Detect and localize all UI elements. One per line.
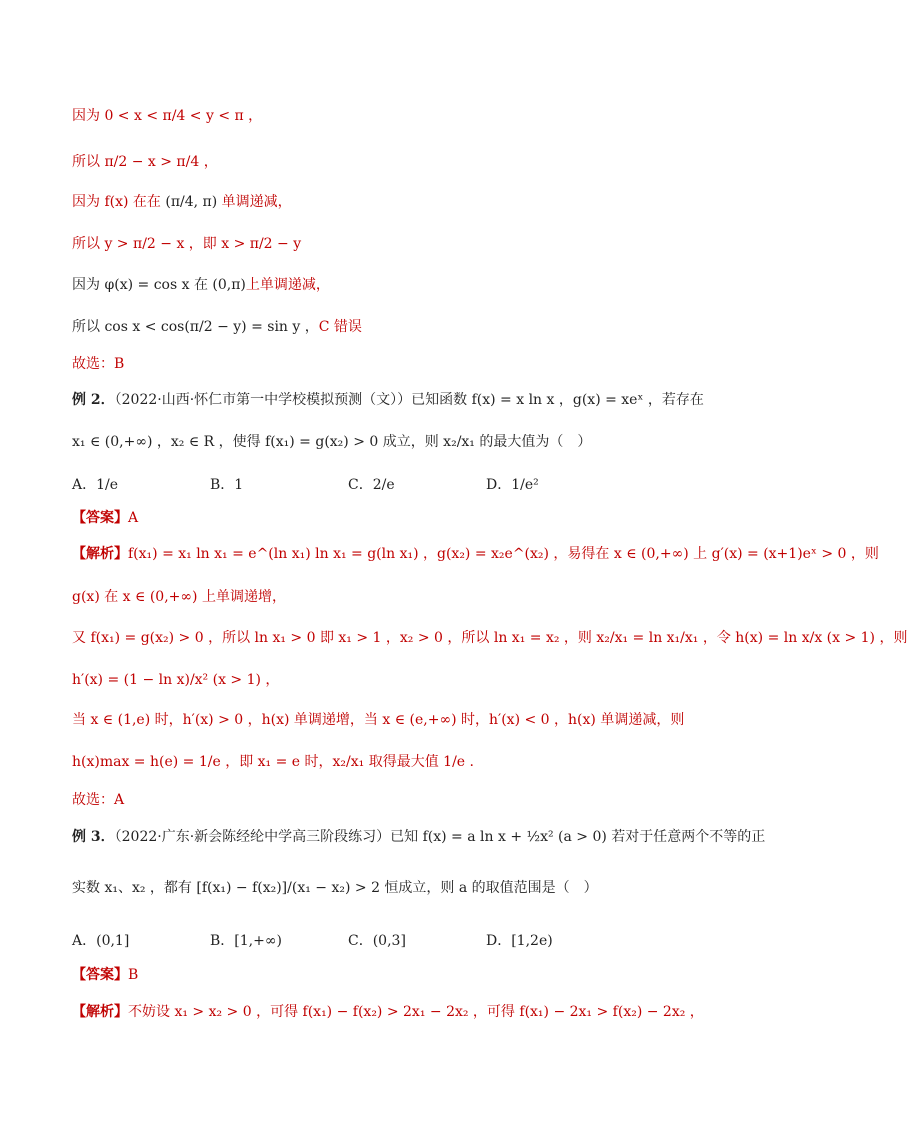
- analysis-line: h(x)max = h(e) = 1/e ，即 x₁ = e 时，x₂/x₁ 取得最大值 1/e .: [72, 754, 474, 770]
- analysis-line: h′(x) = (1 − ln x)/x² (x > 1) ，: [72, 672, 280, 688]
- text-line: 因为 0 < x < π/4 < y < π ，: [72, 108, 263, 124]
- example-label: 例 2．: [72, 392, 115, 408]
- example-label: 例 3．: [72, 829, 115, 845]
- option-a: A．1/e: [72, 477, 119, 493]
- text-line: 所以 π/2 − x > π/4 ，: [72, 154, 218, 170]
- example-2-question: 例 2．（2022·山西·怀仁市第一中学校模拟预测（文））已知函数 f(x) = x ln x ，g(x) = xeˣ ，若存在: [72, 392, 704, 408]
- option-b: B．[1,+∞): [210, 933, 282, 949]
- example-3-question: 例 3．（2022·广东·新会陈经纶中学高三阶段练习）已知 f(x) = a ln x + ½x² (a > 0) 若对于任意两个不等的正: [72, 829, 766, 845]
- option-b: B．1: [210, 477, 244, 493]
- analysis-line: 当 x ∈ (1,e) 时，h′(x) > 0 ，h(x) 单调递增，当 x ∈ (e,+∞) 时，h′(x) < 0 ，h(x) 单调递减，则: [72, 712, 685, 728]
- answer: 【答案】B: [72, 967, 139, 983]
- text-line: 故选：B: [72, 356, 125, 372]
- analysis-line: g(x) 在 x ∈ (0,+∞) 上单调递增，: [72, 589, 286, 605]
- text-line: 因为 f(x) 在在 (π/4, π) 单调递减，: [72, 194, 292, 210]
- option-c: C．(0,3]: [348, 933, 406, 949]
- analysis-line: 【解析】f(x₁) = x₁ ln x₁ = e^(ln x₁) ln x₁ = g(ln x₁) ，g(x₂) = x₂e^(x₂) ，易得在 x ∈ (0,+∞) 上 g′(x) = (x+1)eˣ > 0 ，则: [72, 546, 879, 562]
- text-line: 所以 cos x < cos(π/2 − y) = sin y ，C 错误: [72, 319, 362, 335]
- answer: 【答案】A: [72, 510, 139, 526]
- example-2-question-cont: x₁ ∈ (0,+∞) ，x₂ ∈ R ，使得 f(x₁) = g(x₂) > 0 成立，则 x₂/x₁ 的最大值为（ ）: [72, 434, 592, 450]
- option-c: C．2/e: [348, 477, 395, 493]
- option-d: D．[1,2e): [486, 933, 553, 949]
- example-3-question-cont: 实数 x₁、x₂ ，都有 [f(x₁) − f(x₂)]/(x₁ − x₂) > 2 恒成立，则 a 的取值范围是（ ）: [72, 880, 598, 896]
- analysis-line: 【解析】不妨设 x₁ > x₂ > 0 ，可得 f(x₁) − f(x₂) > 2x₁ − 2x₂ ，可得 f(x₁) − 2x₁ > f(x₂) − 2x₂ ，: [72, 1004, 704, 1020]
- option-d: D．1/e²: [486, 477, 539, 493]
- analysis-line: 又 f(x₁) = g(x₂) > 0 ，所以 ln x₁ > 0 即 x₁ > 1 ，x₂ > 0 ，所以 ln x₁ = x₂ ，则 x₂/x₁ = ln x₁/x₁ ，令 h(x) = ln x/x (x > 1) ，则: [72, 630, 907, 646]
- text-line: 所以 y > π/2 − x ，即 x > π/2 − y: [72, 236, 302, 252]
- text-line: 因为 φ(x) = cos x 在 (0,π)上单调递减，: [72, 277, 330, 293]
- choice-line: 故选：A: [72, 792, 125, 808]
- option-a: A．(0,1]: [72, 933, 130, 949]
